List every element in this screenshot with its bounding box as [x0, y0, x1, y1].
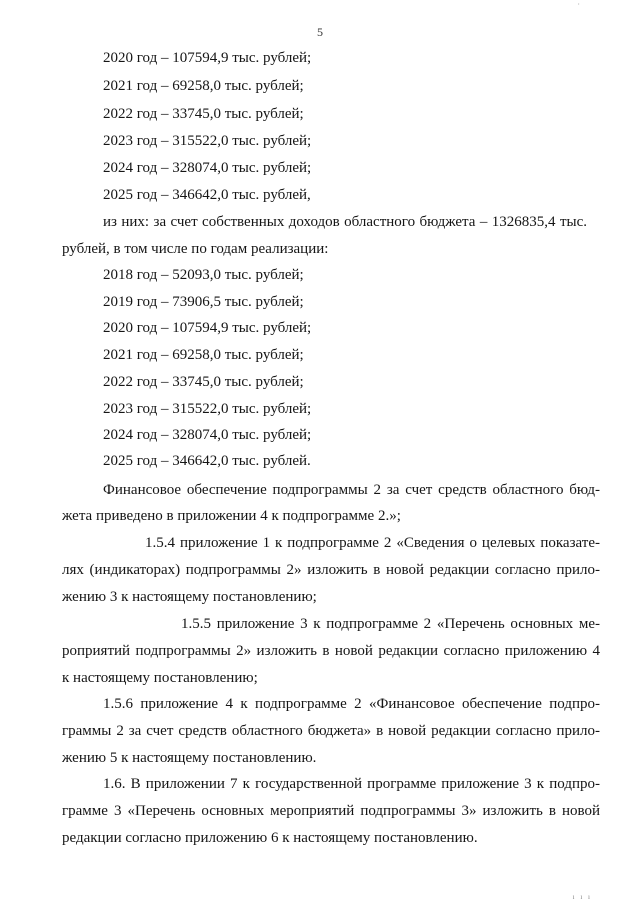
financing-paragraph-line: Финансовое обеспечение подпрограммы 2 за счет средств областного бюд-	[103, 482, 600, 498]
paragraph-1-5-5-line: 1.5.5 приложение 3 к подпрограмме 2 «Перечень основных ме-	[181, 616, 600, 632]
list-b-item: 2020 год – 107594,9 тыс. рублей;	[103, 320, 312, 336]
paragraph-1-5-6-line: 1.5.6 приложение 4 к подпрограмме 2 «Финансовое обеспечение подпро-	[103, 696, 600, 712]
list-b-item: 2019 год – 73906,5 тыс. рублей;	[103, 294, 304, 310]
own-income-line: из них: за счет собственных доходов областного бюджета – 1326835,4 тыс.	[103, 214, 587, 230]
list-a-item: 2022 год – 33745,0 тыс. рублей;	[103, 106, 304, 122]
paragraph-1-6-line: 1.6. В приложении 7 к государственной программе приложение 3 к подпро-	[103, 776, 600, 792]
list-b-item: 2023 год – 315522,0 тыс. рублей;	[103, 401, 312, 417]
list-b-item: 2022 год – 33745,0 тыс. рублей;	[103, 374, 304, 390]
list-a-item: 2024 год – 328074,0 тыс. рублей;	[103, 160, 312, 176]
list-a-item: 2021 год – 69258,0 тыс. рублей;	[103, 78, 304, 94]
paragraph-1-6-line: грамме 3 «Перечень основных мероприятий подпрограммы 3» изложить в новой	[62, 803, 600, 819]
list-a-item: 2025 год – 346642,0 тыс. рублей,	[103, 187, 311, 203]
paragraph-1-5-5-line: роприятий подпрограммы 2» изложить в новой редакции согласно приложению 4	[62, 643, 600, 659]
list-b-item: 2018 год – 52093,0 тыс. рублей;	[103, 267, 304, 283]
list-b-item: 2021 год – 69258,0 тыс. рублей;	[103, 347, 304, 363]
page-number: 5	[317, 25, 323, 39]
list-b-item: 2024 год – 328074,0 тыс. рублей;	[103, 427, 312, 443]
list-a-item: 2023 год – 315522,0 тыс. рублей;	[103, 133, 312, 149]
financing-paragraph-line: жета приведено в приложении 4 к подпрограмме 2.»;	[62, 508, 401, 524]
scan-artifact-mark: ı ı ı	[572, 893, 592, 901]
paragraph-1-5-6-line: жению 5 к настоящему постановлению.	[62, 750, 317, 766]
own-income-line: рублей, в том числе по годам реализации:	[62, 241, 329, 257]
paragraph-1-6-line: редакции согласно приложению 6 к настоящему постановлению.	[62, 830, 478, 846]
paragraph-1-5-4-line: жению 3 к настоящему постановлению;	[62, 589, 317, 605]
paragraph-1-5-6-line: граммы 2 за счет средств областного бюджета» в новой редакции согласно прило-	[62, 723, 600, 739]
paragraph-1-5-4-line: 1.5.4 приложение 1 к подпрограмме 2 «Сведения о целевых показате-	[145, 535, 600, 551]
list-a-item: 2020 год – 107594,9 тыс. рублей;	[103, 50, 312, 66]
paragraph-1-5-5-line: к настоящему постановлению;	[62, 670, 258, 686]
paragraph-1-5-4-line: лях (индикаторах) подпрограммы 2» изложить в новой редакции согласно прило-	[62, 562, 600, 578]
list-b-item: 2025 год – 346642,0 тыс. рублей.	[103, 453, 311, 469]
corner-mark: ·	[577, 0, 580, 9]
